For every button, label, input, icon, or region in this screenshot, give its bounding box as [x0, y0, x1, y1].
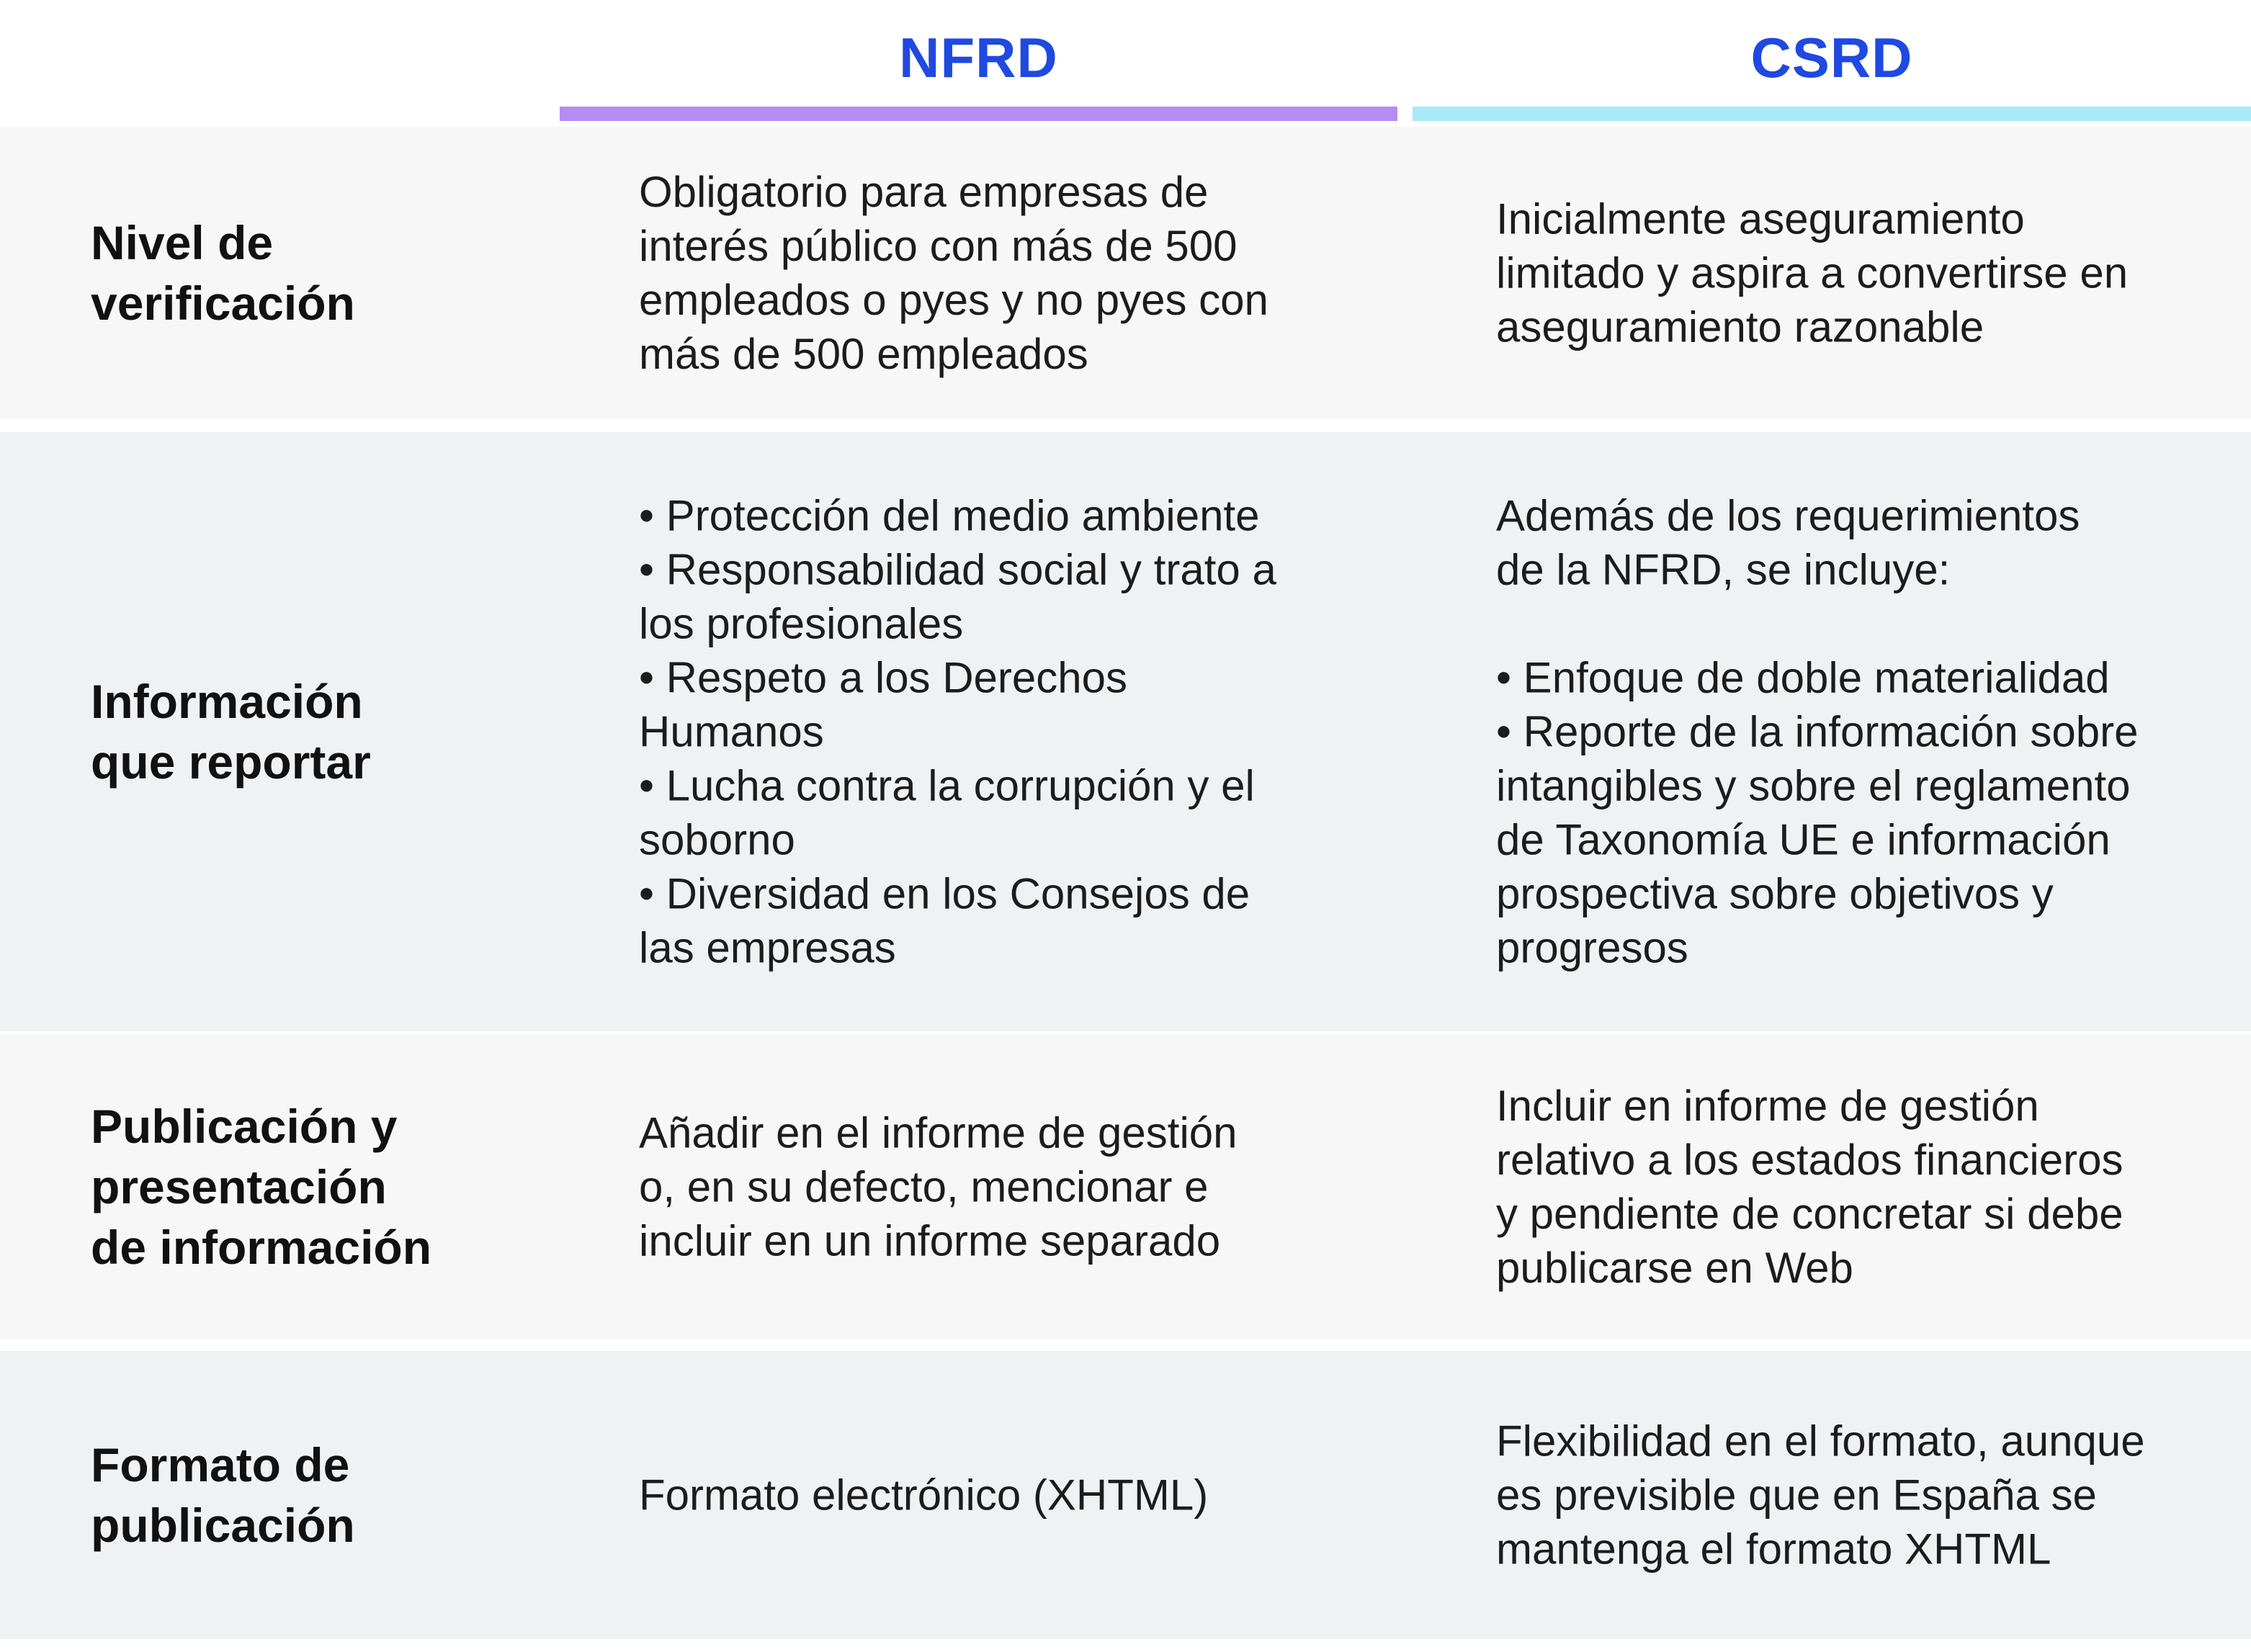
cell-line: de información — [91, 1221, 432, 1274]
cell-line: limitado y aspira a convertirse en — [1496, 248, 2129, 297]
cell-line: soborno — [639, 815, 795, 864]
cell-line: es previsible que en España se — [1496, 1471, 2097, 1519]
cell-line: incluir en un informe separado — [639, 1216, 1221, 1265]
table-row — [0, 432, 2251, 1031]
table-row — [0, 127, 2251, 419]
cell-nfrd — [639, 489, 1395, 975]
cell-line: • Responsabilidad social y trato a — [639, 545, 1276, 594]
cell-line: Información — [91, 675, 363, 728]
column-header-csrd — [1413, 22, 2251, 94]
row-label-informacion-que-reportar — [91, 671, 559, 792]
cell-line: aseguramiento razonable — [1496, 302, 1984, 351]
cell-line: Humanos — [639, 707, 824, 756]
cell-line: progresos — [1496, 923, 1688, 972]
cell-line: Añadir en el informe de gestión — [639, 1108, 1238, 1157]
column-header-csrd-label: CSRD — [1750, 26, 1913, 89]
cell-line: empleados o pyes y no pyes con — [639, 276, 1268, 324]
cell-line: Nivel de — [91, 216, 274, 269]
cell-csrd — [1496, 1079, 2238, 1295]
cell-line: Formato de — [91, 1438, 350, 1491]
cell-line: Incluir en informe de gestión — [1496, 1082, 2039, 1130]
cell-line: que reportar — [91, 735, 371, 789]
cell-csrd — [1496, 192, 2238, 354]
cell-line: o, en su defecto, mencionar e — [639, 1162, 1209, 1211]
cell-line: mantenga el formato XHTML — [1496, 1525, 2051, 1574]
cell-line: las empresas — [639, 923, 896, 972]
cell-line: más de 500 empleados — [639, 330, 1088, 378]
cell-csrd — [1496, 489, 2238, 975]
cell-line: Obligatorio para empresas de — [639, 168, 1209, 216]
cell-nfrd — [639, 1468, 1395, 1522]
cell-line: • Diversidad en los Consejos de — [639, 869, 1250, 918]
cell-csrd — [1496, 1414, 2238, 1576]
cell-line: Publicación y — [91, 1100, 398, 1153]
cell-line: Inicialmente aseguramiento — [1496, 194, 2025, 243]
cell-line: • Protección del medio ambiente — [639, 491, 1260, 540]
cell-line: de Taxonomía UE e información — [1496, 815, 2111, 864]
column-bar-nfrd — [560, 107, 1397, 121]
cell-line: los profesionales — [639, 599, 964, 648]
cell-line: publicarse en Web — [1496, 1244, 1853, 1292]
cell-line: • Respeto a los Derechos — [639, 653, 1128, 702]
column-header-nfrd-label: NFRD — [899, 26, 1058, 89]
cell-line: • Enfoque de doble materialidad — [1496, 653, 2110, 702]
cell-line: y pendiente de concretar si debe — [1496, 1190, 2124, 1238]
column-bar-csrd — [1413, 107, 2251, 121]
table-row — [0, 1351, 2251, 1639]
cell-line: Además de los requerimientos — [1496, 491, 2080, 540]
cell-line: intangibles y sobre el reglamento — [1496, 761, 2131, 810]
row-label-publicacion-y-presentacion — [91, 1096, 559, 1278]
cell-line: relativo a los estados financieros — [1496, 1136, 2124, 1184]
row-label-nivel-de-verificacion — [91, 212, 559, 333]
cell-line: presentación — [91, 1160, 387, 1213]
row-label-formato-de-publicacion — [91, 1435, 559, 1556]
cell-line: interés público con más de 500 — [639, 222, 1238, 270]
cell-line: • Reporte de la información sobre — [1496, 707, 2139, 756]
cell-line — [1496, 597, 2238, 651]
cell-line: publicación — [91, 1499, 355, 1552]
cell-line: de la NFRD, se incluye: — [1496, 545, 1951, 594]
cell-nfrd — [639, 165, 1395, 381]
column-header-nfrd — [560, 22, 1397, 94]
cell-line: • Lucha contra la corrupción y el — [639, 761, 1255, 810]
cell-line: Formato electrónico (XHTML) — [639, 1471, 1209, 1519]
cell-nfrd — [639, 1106, 1395, 1268]
table-row — [0, 1034, 2251, 1339]
cell-line: Flexibilidad en el formato, aunque — [1496, 1417, 2145, 1465]
cell-line: verificación — [91, 277, 355, 330]
cell-line: prospectiva sobre objetivos y — [1496, 869, 2054, 918]
